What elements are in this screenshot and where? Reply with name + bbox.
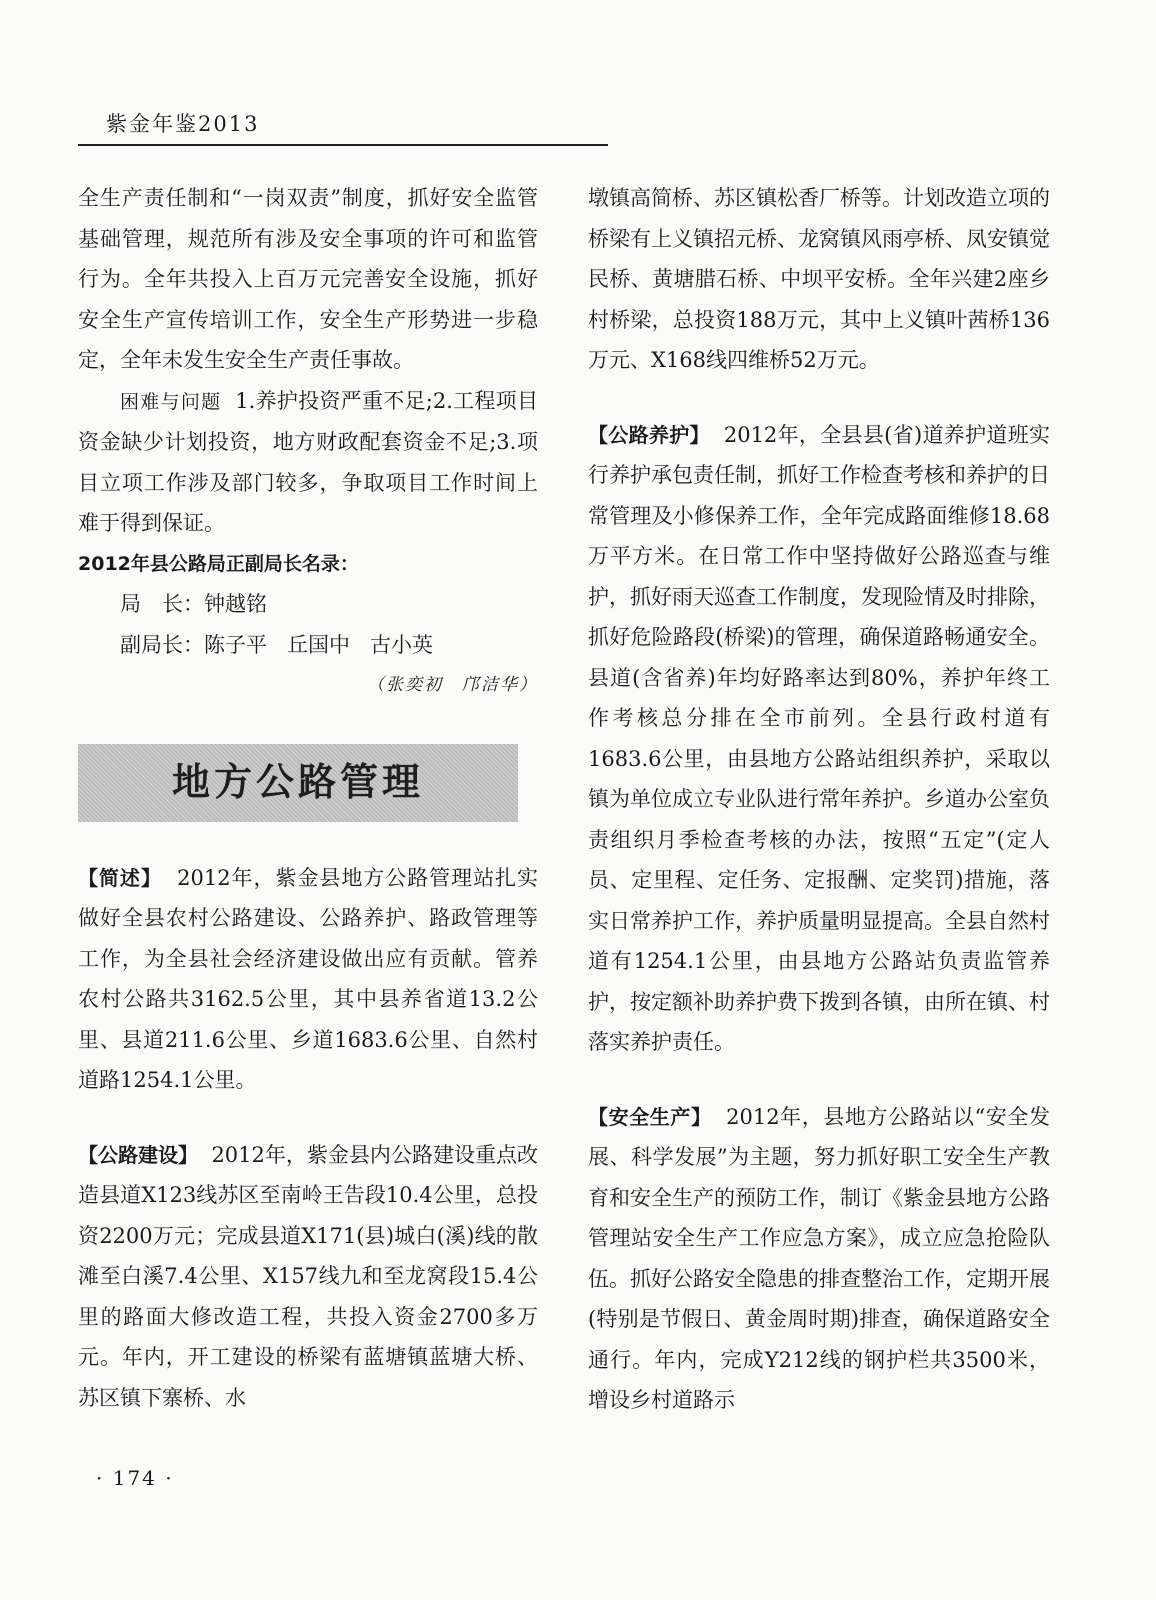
maintenance-label: 【公路养护】 — [588, 422, 710, 447]
section-banner — [78, 744, 518, 822]
roster-title: 2012年县公路局正副局长名录： — [78, 552, 359, 575]
authors: （张奕初 邝洁华） — [367, 675, 538, 695]
safety-text: 2012年，县地方公路站以“安全发展、科学发展”为主题，努力抓好职工安全生产教育和安全生产的预防工作，制订《紫金县地方公路管理站安全生产工作应急方案》，成立应急抢险队伍。抓好公路安全隐患的排查整治工作，定期开展(特别是节假日、黄金周时期)排查，确保道路安全通行。年内，完成Y212线的钢护栏共3500米，增设乡村道路示 — [588, 1104, 1050, 1412]
deputy-name: 陈子平 — [204, 632, 267, 657]
spacer — [78, 1101, 538, 1135]
maintenance-paragraph — [588, 415, 1050, 1063]
yearbook-title: 紫金年鉴2013 — [106, 112, 260, 136]
overview-text: 2012年，紫金县地方公路管理站扎实做好全县农村公路建设、公路养护、路政管理等工作，为全县社会经济建设做出应有贡献。管养农村公路共3162.5公里，其中县养省道13.2公里、县道211.6公里、乡道1683.6公里、自然村道路1254.1公里。 — [78, 865, 538, 1092]
maintenance-text: 2012年，全县县(省)道养护道班实行养护承包责任制，抓好工作检查考核和养护的日常管理及小修保养工作，全年完成路面维修18.68万平方米。在日常工作中坚持做好公路巡查与维护，抓好雨天巡查工作制度，发现险情及时排除，抓好危险路段(桥梁)的管理，确保道路畅通安全。县道(含省养)年均好路率达到80%，养护年终工作考核总分排在全市前列。全县行政村道有1683.6公里，由县地方公路站组织养护，采取以镇为单位成立专业队进行常年养护。乡道办公室负责组织月季检查考核的办法，按照“五定”(定人员、定里程、定任务、定报酬、定奖罚)措施，落实日常养护工作，养护质量明显提高。全县自然村道有1254.1公里，由县地方公路站负责监管养护，按定额补助养护费下拨到各镇，由所在镇、村落实养护责任。 — [588, 422, 1051, 1054]
left-column — [78, 178, 538, 1418]
deputy-name: 丘国中 — [287, 632, 350, 657]
running-header — [78, 108, 608, 146]
director-label: 局 长： — [120, 592, 204, 616]
right-column — [588, 178, 1050, 1421]
overview-label: 【简述】 — [78, 865, 162, 890]
problems-label: 困难与问题 — [120, 390, 222, 413]
safety-paragraph — [588, 1097, 1050, 1421]
spacer — [588, 381, 1050, 415]
overview-paragraph — [78, 858, 538, 1101]
section-title: 地方公路管理 — [171, 760, 424, 805]
construction-continued: 墩镇高简桥、苏区镇松香厂桥等。计划改造立项的桥梁有上义镇招元桥、龙窝镇风雨亭桥、凤安镇觉民桥、黄塘腊石桥、中坝平安桥。全年兴建2座乡村桥梁，总投资188万元，其中上义镇叶茜桥136万元、X168线四维桥52万元。 — [588, 186, 1050, 372]
roster-director — [78, 584, 538, 625]
deputy-name: 古小英 — [370, 632, 433, 657]
construction-paragraph — [78, 1135, 538, 1419]
construction-label: 【公路建设】 — [78, 1142, 199, 1167]
spacer — [588, 1063, 1050, 1097]
deputy-label: 副局长： — [120, 632, 204, 657]
problems-paragraph — [78, 381, 538, 544]
roster-deputies — [78, 625, 538, 666]
construction-text: 2012年，紫金县内公路建设重点改造县道X123线苏区至南岭王告段10.4公里，总投资2200万元；完成县道X171(县)城白(溪)线的散滩至白溪7.4公里、X157线九和至龙窝段15.4公里的路面大修改造工程，共投入资金2700多万元。年内，开工建设的桥梁有蓝塘镇蓝塘大桥、苏区镇下寨桥、水 — [78, 1142, 538, 1410]
director-name: 钟越铭 — [204, 592, 267, 616]
safety-label: 【安全生产】 — [588, 1104, 712, 1129]
page-number: · 174 · — [96, 1466, 174, 1490]
problems-text: 1.养护投资严重不足;2.工程项目资金缺少计划投资，地方财政配套资金不足;3.项目立项工作涉及部门较多，争取项目工作时间上难于得到保证。 — [78, 388, 538, 535]
intro-paragraph: 全生产责任制和“一岗双责”制度，抓好安全监管基础管理，规范所有涉及安全事项的许可和监管行为。全年共投入上百万元完善安全设施，抓好安全生产宣传培训工作，安全生产形势进一步稳定，全年未发生安全生产责任事故。 — [78, 186, 538, 372]
